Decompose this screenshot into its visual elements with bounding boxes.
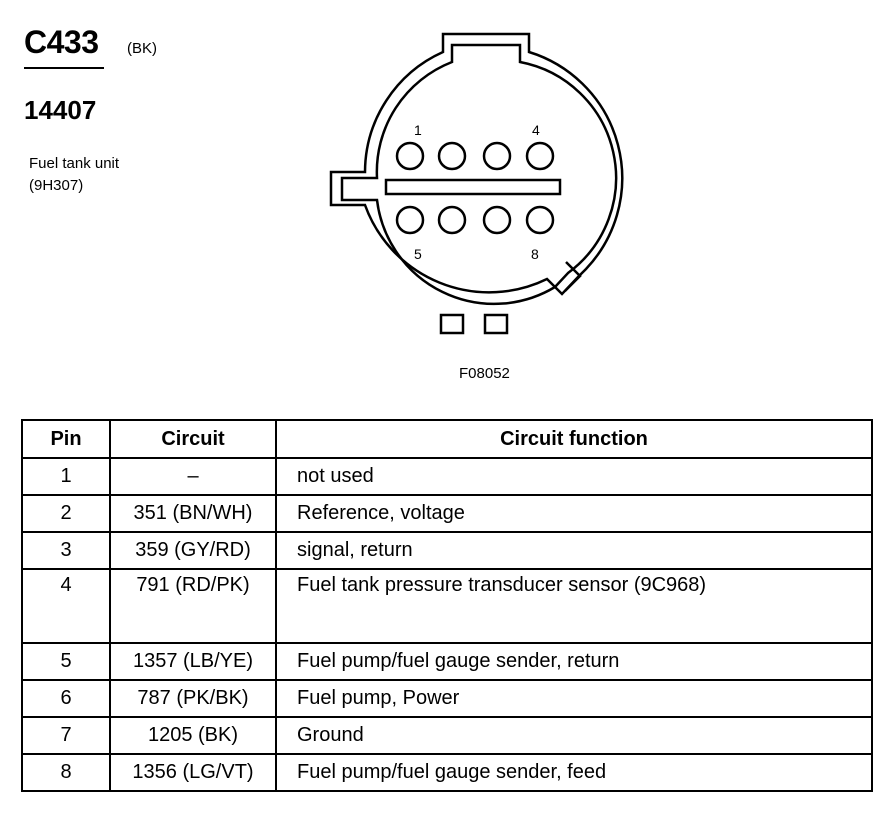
- pin-label-4: 4: [532, 122, 540, 138]
- pin-cavity-8: [527, 207, 553, 233]
- connector-foot-right: [485, 315, 507, 333]
- function-cell: Fuel pump, Power: [276, 680, 872, 717]
- pin-cavity-6: [439, 207, 465, 233]
- function-cell: signal, return: [276, 532, 872, 569]
- header-circuit: Circuit: [110, 420, 276, 458]
- function-cell: not used: [276, 458, 872, 495]
- table-row: [22, 680, 872, 717]
- circuit-cell: 1356 (LG/VT): [110, 754, 276, 791]
- circuit-cell: 787 (PK/BK): [110, 680, 276, 717]
- function-cell: Ground: [276, 717, 872, 754]
- connector-face-diagram: [0, 0, 888, 400]
- table-header-row: [22, 420, 872, 458]
- figure-code: F08052: [459, 365, 510, 382]
- table-row: [22, 532, 872, 569]
- pin-cavity-3: [484, 143, 510, 169]
- component-number: 14407: [24, 95, 97, 125]
- header-pin: Pin: [22, 420, 110, 458]
- header-circuit-function: Circuit function: [276, 420, 872, 458]
- pin-cell: 2: [22, 495, 110, 532]
- table-row: [22, 717, 872, 754]
- pin-cavity-2: [439, 143, 465, 169]
- function-cell: Fuel tank pressure transducer sensor (9C968): [276, 569, 872, 643]
- circuit-cell: 1357 (LB/YE): [110, 643, 276, 680]
- circuit-cell: –: [110, 458, 276, 495]
- pin-cavity-7: [484, 207, 510, 233]
- circuit-cell: 791 (RD/PK): [110, 569, 276, 643]
- component-ref: (9H307): [29, 177, 84, 194]
- circuit-cell: 1205 (BK): [110, 717, 276, 754]
- table-row: [22, 569, 872, 643]
- connector-center-bar: [386, 180, 560, 194]
- connector-foot-left: [441, 315, 463, 333]
- circuit-cell: 351 (BN/WH): [110, 495, 276, 532]
- pin-cavity-5: [397, 207, 423, 233]
- pin-cell: 1: [22, 458, 110, 495]
- connector-id: C433: [24, 24, 99, 60]
- pin-cell: 5: [22, 643, 110, 680]
- table-row: [22, 643, 872, 680]
- connector-inner-ring: [342, 45, 616, 304]
- table-row: [22, 458, 872, 495]
- function-cell: Fuel pump/fuel gauge sender, return: [276, 643, 872, 680]
- pin-cell: 7: [22, 717, 110, 754]
- function-cell: Reference, voltage: [276, 495, 872, 532]
- circuit-cell: 359 (GY/RD): [110, 532, 276, 569]
- function-cell: Fuel pump/fuel gauge sender, feed: [276, 754, 872, 791]
- component-name: Fuel tank unit: [29, 155, 120, 172]
- pin-label-8: 8: [531, 246, 539, 262]
- pin-cavity-4: [527, 143, 553, 169]
- pin-cell: 4: [22, 569, 110, 643]
- table-row: [22, 495, 872, 532]
- pin-cell: 6: [22, 680, 110, 717]
- connector-color: (BK): [127, 40, 157, 57]
- pin-cell: 3: [22, 532, 110, 569]
- pin-table: [21, 419, 873, 792]
- connector-outer-shell: [331, 34, 622, 294]
- table-row: [22, 754, 872, 791]
- pin-cell: 8: [22, 754, 110, 791]
- pin-label-1: 1: [414, 122, 422, 138]
- pin-cavity-1: [397, 143, 423, 169]
- pin-label-5: 5: [414, 246, 422, 262]
